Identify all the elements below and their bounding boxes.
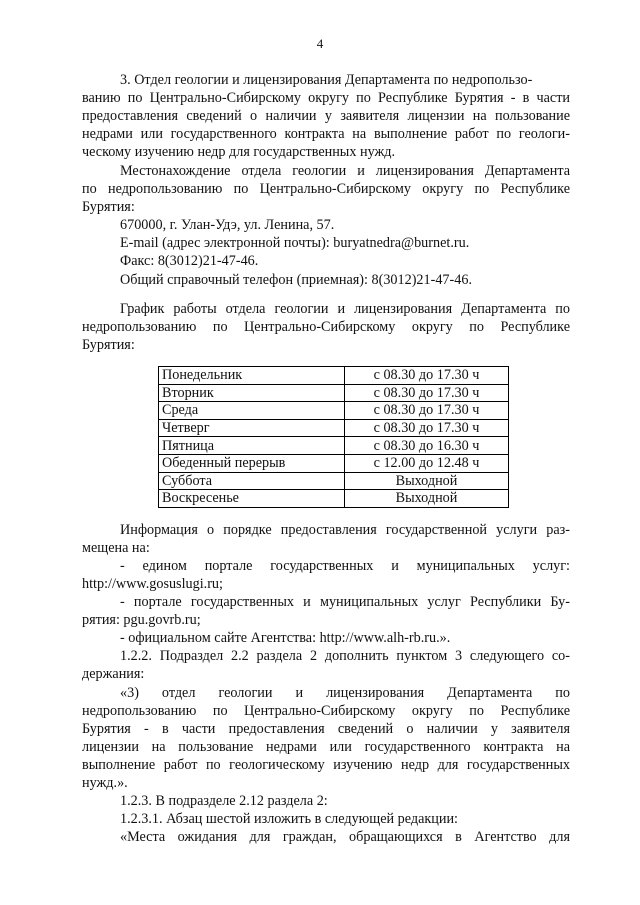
day-cell: Пятница — [159, 437, 345, 455]
paragraph-line: недрами или государственного контракта на выполнение работ по геологи- — [82, 126, 570, 142]
day-cell: Среда — [159, 402, 345, 420]
paragraph-line: держания: — [82, 666, 145, 682]
work-schedule-table — [158, 366, 509, 508]
paragraph-line: Информация о порядке предоставления государственной услуги раз- — [120, 522, 570, 538]
paragraph-line: - портале государственных и муниципальных услуг Республики Бу- — [120, 594, 570, 610]
page-number: 4 — [316, 36, 324, 51]
paragraph-line: 1.2.3.1. Абзац шестой изложить в следующей редакции: — [120, 811, 458, 827]
paragraph-line: Бурятия: — [82, 337, 135, 353]
day-cell: Суббота — [159, 472, 345, 490]
link-line: - официальном сайте Агентства: http://www.alh-rb.ru.». — [120, 630, 451, 646]
paragraph-line: Бурятия: — [82, 199, 135, 215]
paragraph-line: - едином портале государственных и муниципальных услуг: — [120, 558, 570, 574]
table-row — [159, 419, 509, 437]
email-line: E-mail (адрес электронной почты): buryatnedra@burnet.ru. — [120, 235, 470, 251]
link-line: http://www.gosuslugi.ru; — [82, 576, 223, 592]
table-row — [159, 384, 509, 402]
hours-cell: Выходной — [345, 490, 509, 508]
hours-cell: с 08.30 до 17.30 ч — [345, 419, 509, 437]
paragraph-line: лицензии на пользование недрами или государственного контракта на — [82, 739, 570, 755]
hours-cell: с 08.30 до 17.30 ч — [345, 367, 509, 385]
paragraph-line: 3. Отдел геологии и лицензирования Департамента по недропользо- — [120, 72, 533, 88]
paragraph-line: предоставления сведений о наличии у заявителя лицензии на пользование — [82, 108, 570, 124]
paragraph-line: по недропользованию по Центрально-Сибирскому округу по Республике — [82, 181, 570, 197]
paragraph-line: выполнение работ по геологическому изучению недр для государственных — [82, 757, 570, 773]
paragraph-line: График работы отдела геологии и лицензирования Департамента по — [120, 301, 570, 317]
hours-cell: Выходной — [345, 472, 509, 490]
table-row — [159, 454, 509, 472]
paragraph-line: ванию по Центрально-Сибирскому округу по Республике Бурятия - в части — [82, 90, 570, 106]
day-cell: Воскресенье — [159, 490, 345, 508]
paragraph-line: «3) отдел геологии и лицензирования Департамента по — [120, 685, 570, 701]
link-line: рятия: pgu.govrb.ru; — [82, 612, 201, 628]
paragraph-line: нужд.». — [82, 775, 128, 791]
paragraph-line: недропользованию по Центрально-Сибирскому округу по Республике — [82, 703, 570, 719]
paragraph-line: Бурятия - в части предоставления сведений о наличии у заявителя — [82, 721, 570, 737]
phone-line: Общий справочный телефон (приемная): 8(3012)21-47-46. — [120, 272, 472, 288]
paragraph-line: ческому изучению недр для государственных нужд. — [82, 144, 396, 160]
day-cell: Вторник — [159, 384, 345, 402]
table-row — [159, 472, 509, 490]
paragraph-line: 1.2.3. В подразделе 2.12 раздела 2: — [120, 793, 328, 809]
table-row — [159, 437, 509, 455]
table-row — [159, 367, 509, 385]
day-cell: Обеденный перерыв — [159, 454, 345, 472]
paragraph-line: 1.2.2. Подраздел 2.2 раздела 2 дополнить пунктом 3 следующего со- — [120, 648, 570, 664]
table-row — [159, 402, 509, 420]
fax-line: Факс: 8(3012)21-47-46. — [120, 253, 259, 269]
paragraph-line: «Места ожидания для граждан, обращающихся в Агентство для — [120, 829, 570, 845]
hours-cell: с 08.30 до 17.30 ч — [345, 402, 509, 420]
day-cell: Четверг — [159, 419, 345, 437]
hours-cell: с 08.30 до 16.30 ч — [345, 437, 509, 455]
paragraph-line: Местонахождение отдела геологии и лицензирования Департамента — [120, 163, 570, 179]
table-row — [159, 490, 509, 508]
day-cell: Понедельник — [159, 367, 345, 385]
paragraph-line: недропользованию по Центрально-Сибирскому округу по Республике — [82, 319, 570, 335]
address-line: 670000, г. Улан-Удэ, ул. Ленина, 57. — [120, 217, 335, 233]
hours-cell: с 12.00 до 12.48 ч — [345, 454, 509, 472]
hours-cell: с 08.30 до 17.30 ч — [345, 384, 509, 402]
paragraph-line: мещена на: — [82, 540, 150, 556]
